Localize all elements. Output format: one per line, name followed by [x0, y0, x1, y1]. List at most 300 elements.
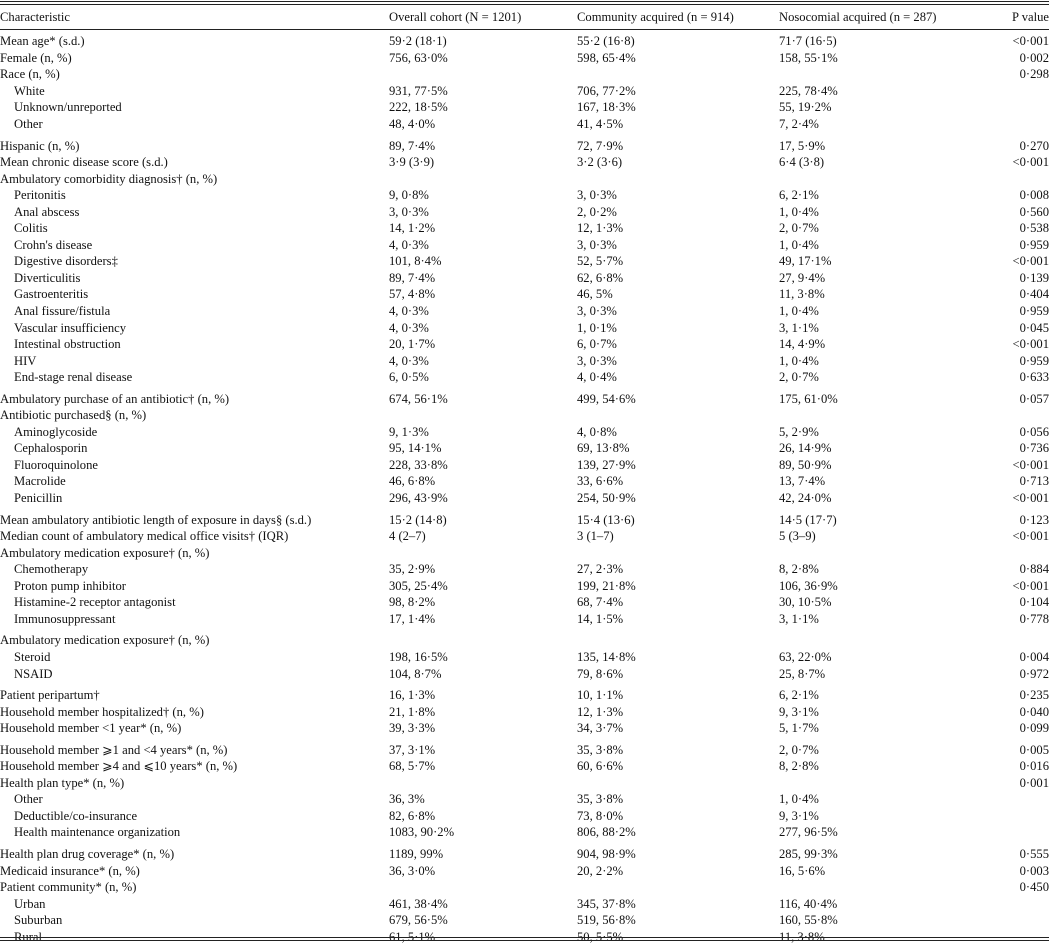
row-overall: 296, 43·9%	[389, 491, 448, 506]
row-overall: 16, 1·3%	[389, 688, 436, 703]
table-row	[0, 440, 1049, 457]
row-characteristic: Colitis	[14, 221, 48, 236]
row-pvalue	[979, 544, 1049, 561]
row-characteristic: Unknown/unreported	[14, 100, 122, 115]
row-nosocomial: 1, 0·4%	[779, 237, 819, 252]
table-row	[0, 506, 1049, 528]
table-row	[0, 336, 1049, 353]
row-characteristic: Anal abscess	[14, 204, 80, 219]
row-pvalue: 0·099	[1019, 721, 1049, 736]
row-characteristic: Patient peripartum†	[0, 688, 100, 703]
table-row	[0, 627, 1049, 649]
row-overall: 198, 16·5%	[389, 649, 448, 664]
row-community: 3, 0·3%	[577, 237, 617, 252]
row-community: 60, 6·6%	[577, 759, 624, 774]
row-pvalue: 0·001	[1019, 775, 1049, 790]
row-pvalue	[979, 116, 1049, 133]
row-characteristic: Ambulatory medication exposure† (n, %)	[0, 545, 210, 560]
row-community: 3 (1–7)	[577, 529, 614, 544]
row-community: 3, 0·3%	[577, 304, 617, 319]
row-pvalue: <0·001	[1012, 34, 1049, 49]
row-characteristic: Crohn's disease	[14, 237, 93, 252]
row-community: 1, 0·1%	[577, 320, 617, 335]
header-characteristic: Characteristic	[0, 10, 70, 24]
row-pvalue: 0·004	[1019, 649, 1049, 664]
table-row	[0, 116, 1049, 133]
row-overall: 1083, 90·2%	[389, 825, 455, 840]
table-row	[0, 682, 1049, 704]
row-characteristic: Ambulatory purchase of an antibiotic† (n, %)	[0, 391, 230, 406]
row-pvalue: 0·404	[1019, 287, 1049, 302]
row-nosocomial	[779, 407, 979, 424]
row-characteristic: Household member <1 year* (n, %)	[0, 721, 182, 736]
row-overall: 222, 18·5%	[389, 100, 448, 115]
row-characteristic: Rural	[14, 929, 42, 944]
row-overall: 95, 14·1%	[389, 441, 442, 456]
table-row	[0, 720, 1049, 737]
row-nosocomial: 106, 36·9%	[779, 578, 838, 593]
row-nosocomial: 89, 50·9%	[779, 457, 832, 472]
row-characteristic: Patient community* (n, %)	[0, 880, 137, 895]
row-community: 27, 2·3%	[577, 562, 624, 577]
row-characteristic: White	[14, 83, 45, 98]
row-community	[577, 775, 779, 792]
table-row	[0, 303, 1049, 320]
row-nosocomial: 8, 2·8%	[779, 759, 819, 774]
row-nosocomial: 11, 3·8%	[779, 287, 825, 302]
row-community: 4, 0·8%	[577, 424, 617, 439]
row-characteristic: Ambulatory comorbidity diagnosis† (n, %)	[0, 171, 218, 186]
row-characteristic: Histamine-2 receptor antagonist	[14, 595, 176, 610]
row-overall: 461, 38·4%	[389, 896, 448, 911]
header-row	[0, 6, 1049, 28]
row-overall: 57, 4·8%	[389, 287, 436, 302]
row-characteristic: Cephalosporin	[14, 441, 88, 456]
row-overall: 679, 56·5%	[389, 913, 448, 928]
row-nosocomial: 5, 2·9%	[779, 424, 819, 439]
row-pvalue	[979, 99, 1049, 116]
row-community: 6, 0·7%	[577, 337, 617, 352]
row-characteristic: Vascular insufficiency	[14, 320, 127, 335]
row-pvalue: 0·139	[1019, 270, 1049, 285]
row-community: 519, 56·8%	[577, 913, 636, 928]
row-characteristic: Other	[14, 117, 43, 131]
row-community: 2, 0·2%	[577, 204, 617, 219]
row-community: 598, 65·4%	[577, 50, 636, 65]
row-nosocomial: 175, 61·0%	[779, 391, 838, 406]
row-community: 3, 0·3%	[577, 353, 617, 368]
row-nosocomial: 63, 22·0%	[779, 649, 832, 664]
table-row	[0, 528, 1049, 545]
row-pvalue: <0·001	[1012, 337, 1049, 352]
row-overall: 4, 0·3%	[389, 320, 429, 335]
row-characteristic: Female (n, %)	[0, 50, 72, 65]
table-row	[0, 561, 1049, 578]
table-row	[0, 611, 1049, 628]
row-overall: 305, 25·4%	[389, 578, 448, 593]
row-pvalue: 0·884	[1019, 562, 1049, 577]
table-row	[0, 83, 1049, 100]
table-row	[0, 28, 1049, 50]
row-overall: 20, 1·7%	[389, 337, 436, 352]
table-row	[0, 473, 1049, 490]
row-characteristic: Race (n, %)	[0, 67, 60, 82]
row-community: 55·2 (16·8)	[577, 34, 635, 49]
bottom-rule	[0, 937, 1049, 938]
row-nosocomial	[779, 879, 979, 896]
row-characteristic: Mean age* (s.d.)	[0, 34, 85, 49]
row-nosocomial	[779, 170, 979, 187]
table-row	[0, 775, 1049, 792]
row-nosocomial: 16, 5·6%	[779, 863, 826, 878]
row-nosocomial: 9, 3·1%	[779, 704, 819, 719]
row-overall: 39, 3·3%	[389, 721, 436, 736]
row-nosocomial	[779, 544, 979, 561]
row-community: 35, 3·8%	[577, 742, 624, 757]
table-row	[0, 895, 1049, 912]
row-nosocomial: 5 (3–9)	[779, 529, 816, 544]
row-community: 904, 98·9%	[577, 846, 636, 861]
row-community: 10, 1·1%	[577, 688, 624, 703]
row-pvalue	[979, 407, 1049, 424]
row-nosocomial: 6·4 (3·8)	[779, 155, 825, 170]
row-characteristic: Penicillin	[14, 491, 63, 506]
row-pvalue: 0·045	[1019, 320, 1049, 335]
row-characteristic: Medicaid insurance* (n, %)	[0, 863, 140, 878]
row-overall	[389, 170, 577, 187]
row-overall	[389, 544, 577, 561]
row-community: 499, 54·6%	[577, 391, 636, 406]
row-nosocomial: 2, 0·7%	[779, 742, 819, 757]
row-nosocomial: 7, 2·4%	[779, 117, 819, 131]
row-overall	[389, 627, 577, 649]
row-overall: 228, 33·8%	[389, 457, 448, 472]
row-nosocomial	[779, 775, 979, 792]
row-community: 69, 13·8%	[577, 441, 630, 456]
table-row	[0, 154, 1049, 171]
table-row	[0, 99, 1049, 116]
row-pvalue	[979, 895, 1049, 912]
row-nosocomial: 42, 24·0%	[779, 491, 832, 506]
row-overall: 104, 8·7%	[389, 666, 442, 681]
row-pvalue: <0·001	[1012, 155, 1049, 170]
table-row	[0, 791, 1049, 808]
row-community	[577, 170, 779, 187]
row-overall: 674, 56·1%	[389, 391, 448, 406]
row-characteristic: Fluoroquinolone	[14, 457, 98, 472]
row-overall: 931, 77·5%	[389, 83, 448, 98]
header-community: Community acquired (n = 914)	[577, 10, 734, 24]
row-nosocomial: 8, 2·8%	[779, 562, 819, 577]
row-pvalue: 0·633	[1019, 370, 1049, 385]
row-overall	[389, 775, 577, 792]
top-rule	[0, 1, 1049, 2]
table-row	[0, 758, 1049, 775]
row-overall: 36, 3%	[389, 792, 425, 807]
table-row	[0, 132, 1049, 154]
row-characteristic: Household member ⩾1 and <4 years* (n, %)	[0, 742, 228, 757]
row-community: 3, 0·3%	[577, 188, 617, 203]
row-community: 73, 8·0%	[577, 808, 624, 823]
row-community	[577, 544, 779, 561]
header-overall: Overall cohort (N = 1201)	[389, 10, 522, 24]
row-community: 34, 3·7%	[577, 721, 624, 736]
top-rule-inner	[0, 4, 1049, 5]
row-nosocomial: 6, 2·1%	[779, 688, 819, 703]
row-pvalue	[979, 912, 1049, 929]
row-community: 167, 18·3%	[577, 100, 636, 115]
header-rule	[0, 29, 1049, 30]
row-overall: 37, 3·1%	[389, 742, 436, 757]
row-nosocomial: 2, 0·7%	[779, 221, 819, 236]
row-community: 254, 50·9%	[577, 491, 636, 506]
row-community: 79, 8·6%	[577, 666, 624, 681]
row-community: 33, 6·6%	[577, 474, 624, 489]
row-community: 4, 0·4%	[577, 370, 617, 385]
table-row	[0, 544, 1049, 561]
row-community: 52, 5·7%	[577, 254, 624, 269]
table-row	[0, 665, 1049, 682]
row-characteristic: Peritonitis	[14, 188, 66, 203]
row-overall: 82, 6·8%	[389, 808, 436, 823]
row-community: 806, 88·2%	[577, 825, 636, 840]
row-nosocomial: 277, 96·5%	[779, 825, 838, 840]
row-characteristic: Household member hospitalized† (n, %)	[0, 704, 204, 719]
row-community: 12, 1·3%	[577, 221, 624, 236]
table-row	[0, 66, 1049, 83]
table-row	[0, 912, 1049, 929]
row-characteristic: Anal fissure/fistula	[14, 304, 111, 319]
row-pvalue	[979, 791, 1049, 808]
row-community: 46, 5%	[577, 287, 613, 302]
row-community	[577, 879, 779, 896]
row-pvalue	[979, 170, 1049, 187]
row-characteristic: Proton pump inhibitor	[14, 578, 126, 593]
row-pvalue: 0·555	[1019, 846, 1049, 861]
row-characteristic: Ambulatory medication exposure† (n, %)	[0, 633, 210, 648]
row-overall: 46, 6·8%	[389, 474, 436, 489]
row-overall: 36, 3·0%	[389, 863, 436, 878]
row-nosocomial: 14, 4·9%	[779, 337, 826, 352]
row-pvalue: 0·959	[1019, 237, 1049, 252]
row-community: 35, 3·8%	[577, 792, 624, 807]
row-characteristic: Suburban	[14, 913, 63, 928]
row-pvalue: 0·270	[1019, 138, 1049, 153]
row-community: 139, 27·9%	[577, 457, 636, 472]
row-pvalue: 0·959	[1019, 304, 1049, 319]
row-nosocomial: 285, 99·3%	[779, 846, 838, 861]
row-nosocomial: 225, 78·4%	[779, 83, 838, 98]
row-overall	[389, 66, 577, 83]
row-community: 3·2 (3·6)	[577, 155, 623, 170]
row-overall: 4, 0·3%	[389, 237, 429, 252]
table-row	[0, 841, 1049, 863]
row-pvalue: 0·959	[1019, 353, 1049, 368]
row-community: 15·4 (13·6)	[577, 512, 635, 527]
row-nosocomial: 3, 1·1%	[779, 320, 819, 335]
row-nosocomial	[779, 66, 979, 83]
row-overall	[389, 407, 577, 424]
row-pvalue: 0·005	[1019, 742, 1049, 757]
table-row	[0, 352, 1049, 369]
row-nosocomial: 2, 0·7%	[779, 370, 819, 385]
table-row	[0, 369, 1049, 386]
row-community: 20, 2·2%	[577, 863, 624, 878]
row-community: 199, 21·8%	[577, 578, 636, 593]
row-characteristic: Health maintenance organization	[14, 825, 181, 840]
table-row	[0, 270, 1049, 287]
row-characteristic: Health plan drug coverage* (n, %)	[0, 846, 175, 861]
row-community: 50, 5·5%	[577, 929, 624, 944]
row-overall: 89, 7·4%	[389, 270, 436, 285]
row-pvalue: 0·538	[1019, 221, 1049, 236]
table-row	[0, 457, 1049, 474]
row-characteristic: Deductible/co-insurance	[14, 808, 138, 823]
row-nosocomial: 13, 7·4%	[779, 474, 826, 489]
row-characteristic: Diverticulitis	[14, 270, 81, 285]
row-nosocomial: 49, 17·1%	[779, 254, 832, 269]
table-row	[0, 703, 1049, 720]
table-row	[0, 187, 1049, 204]
row-pvalue: <0·001	[1012, 254, 1049, 269]
characteristics-table	[0, 6, 1049, 945]
row-overall: 101, 8·4%	[389, 254, 442, 269]
row-nosocomial: 14·5 (17·7)	[779, 512, 837, 527]
row-community: 12, 1·3%	[577, 704, 624, 719]
row-pvalue	[979, 824, 1049, 841]
row-overall: 48, 4·0%	[389, 117, 436, 131]
row-community: 41, 4·5%	[577, 117, 624, 131]
row-nosocomial: 25, 8·7%	[779, 666, 826, 681]
row-community: 135, 14·8%	[577, 649, 636, 664]
table-row	[0, 824, 1049, 841]
row-nosocomial: 55, 19·2%	[779, 100, 832, 115]
table-row	[0, 424, 1049, 441]
row-nosocomial: 116, 40·4%	[779, 896, 838, 911]
row-nosocomial: 27, 9·4%	[779, 270, 826, 285]
row-overall: 35, 2·9%	[389, 562, 436, 577]
row-overall: 9, 1·3%	[389, 424, 429, 439]
row-overall: 89, 7·4%	[389, 138, 436, 153]
row-overall: 6, 0·5%	[389, 370, 429, 385]
row-pvalue: 0·003	[1019, 863, 1049, 878]
row-pvalue: 0·560	[1019, 204, 1049, 219]
header-pvalue: P value	[1012, 10, 1049, 24]
row-community: 345, 37·8%	[577, 896, 636, 911]
row-pvalue: <0·001	[1012, 457, 1049, 472]
row-pvalue	[979, 627, 1049, 649]
row-characteristic: Mean ambulatory antibiotic length of exposure in days§ (s.d.)	[0, 512, 312, 527]
row-overall: 9, 0·8%	[389, 188, 429, 203]
row-nosocomial: 11, 3·8%	[779, 929, 825, 944]
row-community	[577, 66, 779, 83]
row-characteristic: Median count of ambulatory medical office visits† (IQR)	[0, 529, 289, 544]
row-community: 14, 1·5%	[577, 611, 624, 626]
row-nosocomial: 6, 2·1%	[779, 188, 819, 203]
header-nosocomial: Nosocomial acquired (n = 287)	[779, 10, 937, 24]
row-community	[577, 627, 779, 649]
row-pvalue: <0·001	[1012, 529, 1049, 544]
row-community	[577, 407, 779, 424]
table-row	[0, 879, 1049, 896]
row-pvalue	[979, 83, 1049, 100]
row-overall: 61, 5·1%	[389, 929, 436, 944]
table-row	[0, 736, 1049, 758]
table-row	[0, 649, 1049, 666]
row-nosocomial: 5, 1·7%	[779, 721, 819, 736]
table-body	[0, 28, 1049, 945]
table-row	[0, 203, 1049, 220]
row-pvalue: 0·040	[1019, 704, 1049, 719]
row-characteristic: Macrolide	[14, 474, 66, 489]
table-row	[0, 286, 1049, 303]
row-pvalue: 0·235	[1019, 688, 1049, 703]
row-characteristic: Hispanic (n, %)	[0, 138, 80, 153]
row-overall: 59·2 (18·1)	[389, 34, 447, 49]
table-row	[0, 50, 1049, 67]
row-nosocomial: 158, 55·1%	[779, 50, 838, 65]
row-overall: 17, 1·4%	[389, 611, 436, 626]
row-characteristic: Household member ⩾4 and ⩽10 years* (n, %)	[0, 759, 238, 774]
row-characteristic: Gastroenteritis	[14, 287, 89, 302]
row-characteristic: End-stage renal disease	[14, 370, 133, 385]
row-characteristic: Health plan type* (n, %)	[0, 775, 125, 790]
table-row	[0, 237, 1049, 254]
row-characteristic: Digestive disorders‡	[14, 254, 118, 269]
row-pvalue: 0·123	[1019, 512, 1049, 527]
table-row	[0, 490, 1049, 507]
row-overall: 3·9 (3·9)	[389, 155, 435, 170]
table-row	[0, 862, 1049, 879]
row-overall: 4, 0·3%	[389, 353, 429, 368]
table-row	[0, 170, 1049, 187]
row-characteristic: Aminoglycoside	[14, 424, 98, 439]
table-row	[0, 808, 1049, 825]
row-characteristic: Immunosuppressant	[14, 611, 116, 626]
row-pvalue: <0·001	[1012, 491, 1049, 506]
row-pvalue: 0·450	[1019, 880, 1049, 895]
row-overall: 68, 5·7%	[389, 759, 436, 774]
row-nosocomial: 26, 14·9%	[779, 441, 832, 456]
row-pvalue: 0·057	[1019, 391, 1049, 406]
table-row	[0, 578, 1049, 595]
row-overall: 4, 0·3%	[389, 304, 429, 319]
table-row	[0, 253, 1049, 270]
row-community: 706, 77·2%	[577, 83, 636, 98]
row-pvalue: 0·713	[1019, 474, 1049, 489]
row-community: 68, 7·4%	[577, 595, 624, 610]
row-overall: 4 (2–7)	[389, 529, 426, 544]
row-characteristic: Intestinal obstruction	[14, 337, 121, 352]
row-community: 72, 7·9%	[577, 138, 624, 153]
row-nosocomial: 3, 1·1%	[779, 611, 819, 626]
table-row	[0, 594, 1049, 611]
row-characteristic: NSAID	[14, 666, 53, 681]
row-overall: 3, 0·3%	[389, 204, 429, 219]
row-pvalue: 0·778	[1019, 611, 1049, 626]
row-characteristic: HIV	[14, 353, 37, 368]
row-characteristic: Mean chronic disease score (s.d.)	[0, 155, 168, 170]
bottom-rule-inner	[0, 940, 1049, 941]
row-nosocomial: 1, 0·4%	[779, 792, 819, 807]
row-pvalue	[979, 808, 1049, 825]
row-overall: 15·2 (14·8)	[389, 512, 447, 527]
row-characteristic: Chemotherapy	[14, 562, 89, 577]
row-characteristic: Steroid	[14, 649, 51, 664]
row-pvalue: 0·002	[1019, 50, 1049, 65]
row-overall: 98, 8·2%	[389, 595, 436, 610]
table-row	[0, 407, 1049, 424]
